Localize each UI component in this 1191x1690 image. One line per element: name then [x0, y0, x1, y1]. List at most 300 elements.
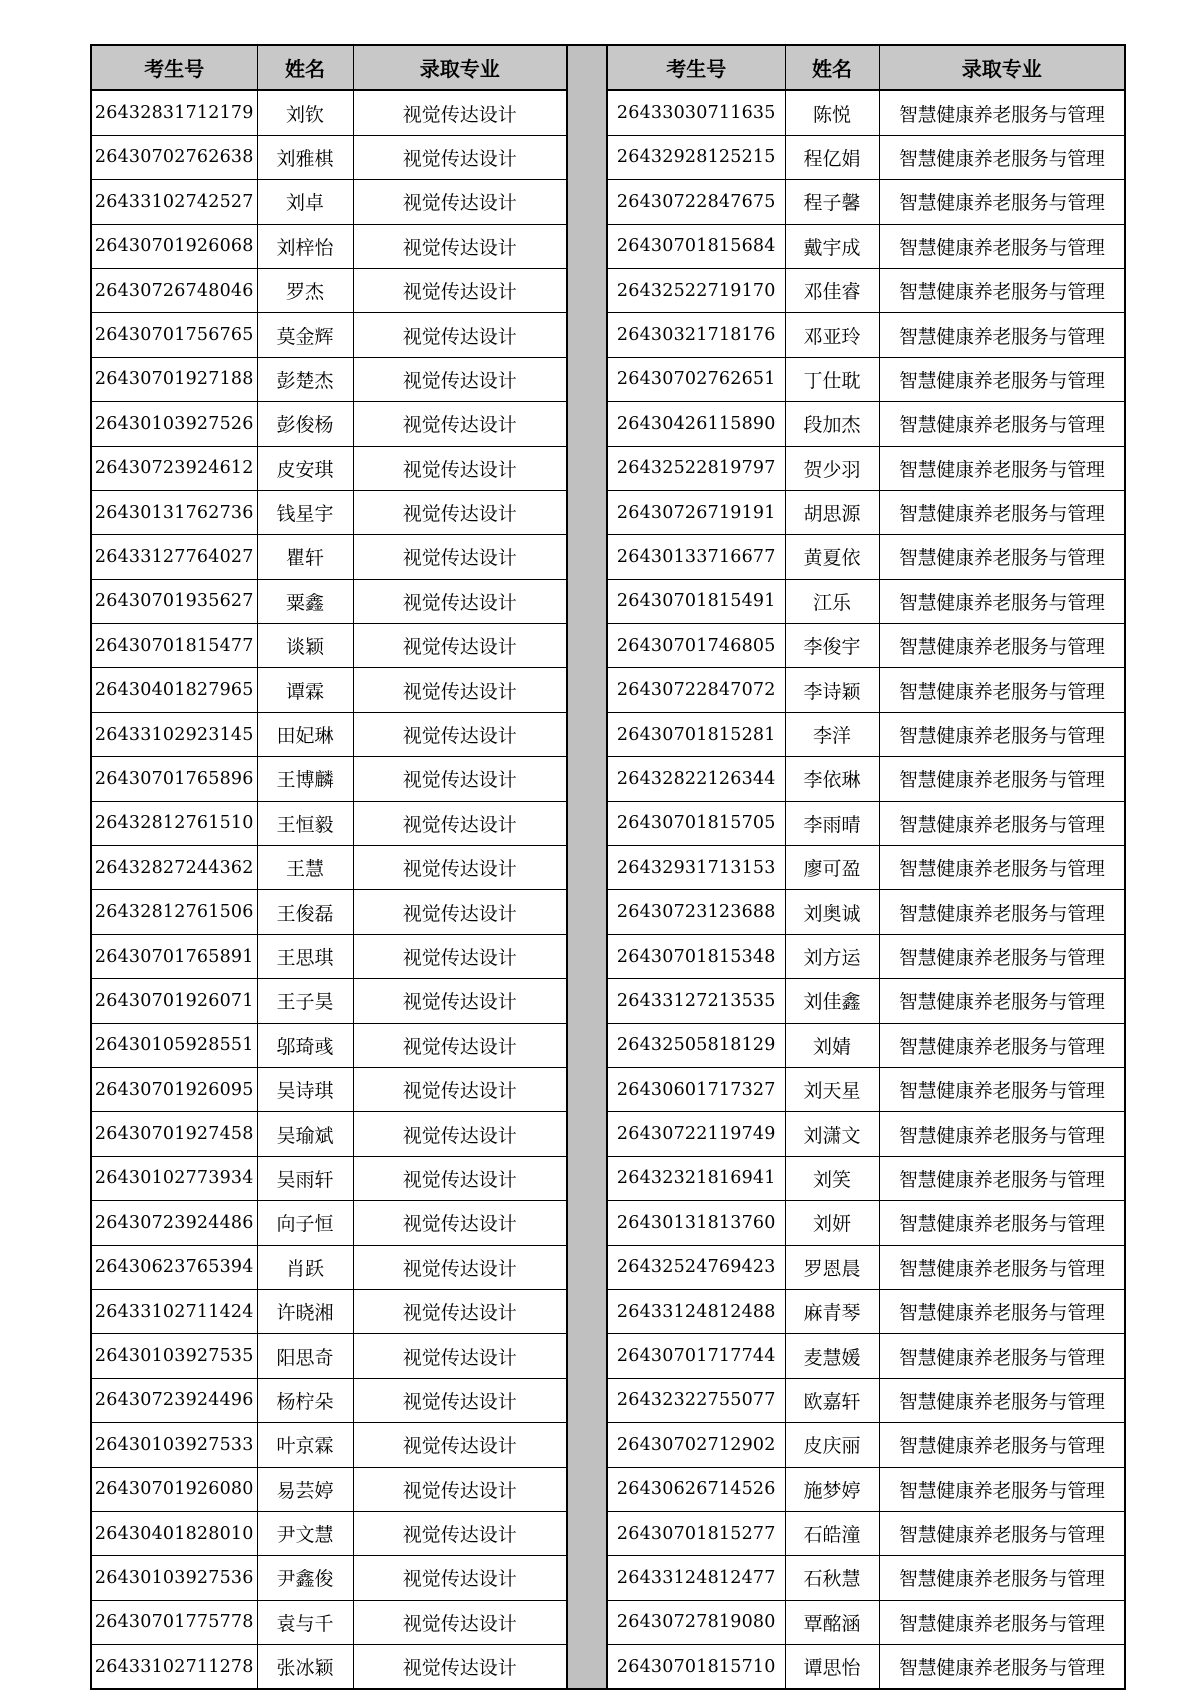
cell-exam-id: 26432505818129: [607, 1023, 785, 1067]
cell-major: 智慧健康养老服务与管理: [879, 1067, 1125, 1111]
cell-major: 视觉传达设计: [353, 1201, 567, 1245]
cell-exam-id: 26433102742527: [91, 180, 257, 224]
table-row: [91, 757, 567, 801]
table-row: [607, 1201, 1125, 1245]
table-row: [91, 1467, 567, 1511]
cell-major: 智慧健康养老服务与管理: [879, 268, 1125, 312]
cell-exam-id: 26430727819080: [607, 1600, 785, 1644]
cell-name: 刘笑: [785, 1156, 879, 1200]
cell-exam-id: 26430701815281: [607, 712, 785, 756]
cell-major: 智慧健康养老服务与管理: [879, 668, 1125, 712]
table-row: [607, 1600, 1125, 1644]
cell-major: 视觉传达设计: [353, 357, 567, 401]
cell-major: 智慧健康养老服务与管理: [879, 90, 1125, 135]
cell-name: 罗恩晨: [785, 1245, 879, 1289]
cell-major: 视觉传达设计: [353, 1156, 567, 1200]
cell-major: 智慧健康养老服务与管理: [879, 890, 1125, 934]
cell-name: 胡思源: [785, 490, 879, 534]
cell-major: 智慧健康养老服务与管理: [879, 757, 1125, 801]
table-row: [91, 890, 567, 934]
cell-exam-id: 26430701756765: [91, 313, 257, 357]
cell-exam-id: 26430105928551: [91, 1023, 257, 1067]
cell-name: 阳思奇: [257, 1334, 353, 1378]
table-row: [91, 313, 567, 357]
cell-name: 刘方运: [785, 934, 879, 978]
cell-exam-id: 26432928125215: [607, 135, 785, 179]
header-major: 录取专业: [353, 45, 567, 90]
cell-exam-id: 26430701765891: [91, 934, 257, 978]
header-name: 姓名: [257, 45, 353, 90]
cell-major: 智慧健康养老服务与管理: [879, 1201, 1125, 1245]
table-row: [607, 1245, 1125, 1289]
table-row: [91, 535, 567, 579]
cell-major: 视觉传达设计: [353, 1511, 567, 1555]
cell-major: 视觉传达设计: [353, 268, 567, 312]
cell-major: 视觉传达设计: [353, 1245, 567, 1289]
cell-major: 智慧健康养老服务与管理: [879, 801, 1125, 845]
table-row: [91, 1201, 567, 1245]
cell-name: 刘钦: [257, 90, 353, 135]
cell-exam-id: 26430723123688: [607, 890, 785, 934]
cell-name: 程子馨: [785, 180, 879, 224]
cell-exam-id: 26430701815491: [607, 579, 785, 623]
cell-exam-id: 26430722847675: [607, 180, 785, 224]
table-row: [91, 1378, 567, 1422]
cell-name: 石秋慧: [785, 1556, 879, 1600]
cell-name: 戴宇成: [785, 224, 879, 268]
cell-major: 视觉传达设计: [353, 624, 567, 668]
cell-major: 智慧健康养老服务与管理: [879, 357, 1125, 401]
cell-name: 廖可盈: [785, 846, 879, 890]
cell-major: 智慧健康养老服务与管理: [879, 1378, 1125, 1422]
cell-name: 欧嘉轩: [785, 1378, 879, 1422]
table-row: [607, 1378, 1125, 1422]
cell-exam-id: 26430701765896: [91, 757, 257, 801]
cell-major: 视觉传达设计: [353, 313, 567, 357]
table-row: [91, 1556, 567, 1600]
cell-major: 视觉传达设计: [353, 135, 567, 179]
table-row: [607, 135, 1125, 179]
table-row: [607, 1112, 1125, 1156]
table-row: [91, 1023, 567, 1067]
cell-exam-id: 26430103927526: [91, 402, 257, 446]
cell-name: 邓佳睿: [785, 268, 879, 312]
cell-name: 王子昊: [257, 979, 353, 1023]
cell-exam-id: 26430722847072: [607, 668, 785, 712]
cell-major: 视觉传达设计: [353, 402, 567, 446]
table-row: [607, 1023, 1125, 1067]
cell-exam-id: 26430701815277: [607, 1511, 785, 1555]
cell-name: 杨柠朵: [257, 1378, 353, 1422]
cell-name: 刘奥诚: [785, 890, 879, 934]
cell-exam-id: 26430102773934: [91, 1156, 257, 1200]
cell-major: 智慧健康养老服务与管理: [879, 1112, 1125, 1156]
cell-name: 邬琦彧: [257, 1023, 353, 1067]
cell-exam-id: 26433127764027: [91, 535, 257, 579]
cell-name: 陈悦: [785, 90, 879, 135]
cell-name: 王思琪: [257, 934, 353, 978]
cell-name: 吴雨轩: [257, 1156, 353, 1200]
cell-name: 向子恒: [257, 1201, 353, 1245]
table-row: [607, 1067, 1125, 1111]
header-id: 考生号: [91, 45, 257, 90]
cell-exam-id: 26430103927535: [91, 1334, 257, 1378]
cell-name: 粟鑫: [257, 579, 353, 623]
table-row: [91, 624, 567, 668]
cell-exam-id: 26432822126344: [607, 757, 785, 801]
cell-major: 智慧健康养老服务与管理: [879, 1245, 1125, 1289]
cell-name: 石皓潼: [785, 1511, 879, 1555]
table-row: [607, 402, 1125, 446]
table-row: [607, 934, 1125, 978]
cell-name: 王博麟: [257, 757, 353, 801]
cell-major: 视觉传达设计: [353, 1423, 567, 1467]
cell-major: 视觉传达设计: [353, 1112, 567, 1156]
cell-major: 智慧健康养老服务与管理: [879, 846, 1125, 890]
cell-name: 丁仕耽: [785, 357, 879, 401]
cell-exam-id: 26432322755077: [607, 1378, 785, 1422]
cell-name: 皮庆丽: [785, 1423, 879, 1467]
cell-major: 智慧健康养老服务与管理: [879, 624, 1125, 668]
cell-major: 视觉传达设计: [353, 535, 567, 579]
header-id: 考生号: [607, 45, 785, 90]
cell-name: 李诗颖: [785, 668, 879, 712]
cell-exam-id: 26430623765394: [91, 1245, 257, 1289]
table-row: [91, 357, 567, 401]
cell-major: 智慧健康养老服务与管理: [879, 1334, 1125, 1378]
right-table-body: [607, 90, 1125, 1689]
table-row: [607, 180, 1125, 224]
cell-exam-id: 26430701926068: [91, 224, 257, 268]
cell-name: 贺少羽: [785, 446, 879, 490]
table-row: [607, 90, 1125, 135]
cell-major: 智慧健康养老服务与管理: [879, 135, 1125, 179]
cell-name: 瞿轩: [257, 535, 353, 579]
cell-name: 叶京霖: [257, 1423, 353, 1467]
cell-major: 视觉传达设计: [353, 1556, 567, 1600]
cell-exam-id: 26430701815684: [607, 224, 785, 268]
left-table: [90, 44, 568, 1690]
table-row: [607, 446, 1125, 490]
column-separator: [568, 44, 606, 1690]
cell-name: 程亿娟: [785, 135, 879, 179]
cell-name: 麻青琴: [785, 1289, 879, 1333]
cell-exam-id: 26430701815705: [607, 801, 785, 845]
cell-exam-id: 26430701926071: [91, 979, 257, 1023]
cell-exam-id: 26432827244362: [91, 846, 257, 890]
cell-name: 李依琳: [785, 757, 879, 801]
cell-major: 智慧健康养老服务与管理: [879, 1423, 1125, 1467]
cell-name: 李俊宇: [785, 624, 879, 668]
cell-exam-id: 26430133716677: [607, 535, 785, 579]
table-row: [91, 446, 567, 490]
table-row: [91, 712, 567, 756]
cell-major: 智慧健康养老服务与管理: [879, 1023, 1125, 1067]
table-row: [91, 1600, 567, 1644]
table-row: [91, 490, 567, 534]
cell-exam-id: 26430701815348: [607, 934, 785, 978]
cell-name: 刘婧: [785, 1023, 879, 1067]
cell-name: 黄夏依: [785, 535, 879, 579]
cell-name: 谈颖: [257, 624, 353, 668]
table-row: [607, 1334, 1125, 1378]
table-row: [607, 535, 1125, 579]
cell-major: 智慧健康养老服务与管理: [879, 1645, 1125, 1690]
table-row: [607, 801, 1125, 845]
cell-exam-id: 26430701717744: [607, 1334, 785, 1378]
cell-exam-id: 26430103927533: [91, 1423, 257, 1467]
table-row: [607, 579, 1125, 623]
cell-exam-id: 26433102923145: [91, 712, 257, 756]
cell-exam-id: 26430723924486: [91, 1201, 257, 1245]
cell-name: 王俊磊: [257, 890, 353, 934]
cell-exam-id: 26430702762638: [91, 135, 257, 179]
table-row: [91, 135, 567, 179]
table-row: [607, 846, 1125, 890]
cell-major: 视觉传达设计: [353, 934, 567, 978]
cell-name: 江乐: [785, 579, 879, 623]
cell-major: 智慧健康养老服务与管理: [879, 1156, 1125, 1200]
cell-name: 彭楚杰: [257, 357, 353, 401]
cell-major: 视觉传达设计: [353, 757, 567, 801]
table-row: [607, 668, 1125, 712]
table-row: [91, 1334, 567, 1378]
table-row: [607, 757, 1125, 801]
table-row: [607, 1645, 1125, 1690]
cell-major: 视觉传达设计: [353, 446, 567, 490]
table-row: [91, 801, 567, 845]
cell-name: 王恒毅: [257, 801, 353, 845]
table-row: [607, 1156, 1125, 1200]
table-row: [607, 1289, 1125, 1333]
cell-exam-id: 26430401827965: [91, 668, 257, 712]
table-row: [607, 1423, 1125, 1467]
cell-exam-id: 26430401828010: [91, 1511, 257, 1555]
cell-name: 刘卓: [257, 180, 353, 224]
admission-list-sheet: [90, 44, 1126, 1690]
cell-exam-id: 26430426115890: [607, 402, 785, 446]
cell-exam-id: 26432812761510: [91, 801, 257, 845]
table-row: [91, 668, 567, 712]
cell-major: 视觉传达设计: [353, 490, 567, 534]
cell-exam-id: 26430722119749: [607, 1112, 785, 1156]
cell-major: 视觉传达设计: [353, 90, 567, 135]
cell-name: 覃酩涵: [785, 1600, 879, 1644]
cell-major: 视觉传达设计: [353, 890, 567, 934]
table-row: [607, 624, 1125, 668]
table-row: [91, 1289, 567, 1333]
cell-exam-id: 26430723924496: [91, 1378, 257, 1422]
cell-name: 王慧: [257, 846, 353, 890]
cell-exam-id: 26433127213535: [607, 979, 785, 1023]
cell-exam-id: 26430726748046: [91, 268, 257, 312]
cell-major: 视觉传达设计: [353, 1289, 567, 1333]
cell-major: 智慧健康养老服务与管理: [879, 446, 1125, 490]
cell-name: 田妃琳: [257, 712, 353, 756]
cell-major: 视觉传达设计: [353, 1645, 567, 1690]
table-row: [91, 1067, 567, 1111]
cell-name: 刘佳鑫: [785, 979, 879, 1023]
cell-major: 视觉传达设计: [353, 712, 567, 756]
cell-major: 视觉传达设计: [353, 1600, 567, 1644]
cell-exam-id: 26432812761506: [91, 890, 257, 934]
cell-name: 李雨晴: [785, 801, 879, 845]
header-row: [607, 45, 1125, 90]
table-row: [607, 224, 1125, 268]
cell-major: 视觉传达设计: [353, 1378, 567, 1422]
cell-exam-id: 26433124812488: [607, 1289, 785, 1333]
cell-exam-id: 26430701935627: [91, 579, 257, 623]
table-row: [91, 268, 567, 312]
cell-exam-id: 26430701927458: [91, 1112, 257, 1156]
cell-name: 许晓湘: [257, 1289, 353, 1333]
table-row: [91, 934, 567, 978]
cell-major: 视觉传达设计: [353, 579, 567, 623]
cell-name: 施梦婷: [785, 1467, 879, 1511]
cell-major: 视觉传达设计: [353, 1023, 567, 1067]
cell-major: 智慧健康养老服务与管理: [879, 224, 1125, 268]
cell-name: 刘潇文: [785, 1112, 879, 1156]
cell-exam-id: 26430701927188: [91, 357, 257, 401]
cell-major: 视觉传达设计: [353, 224, 567, 268]
cell-exam-id: 26430701926095: [91, 1067, 257, 1111]
cell-name: 刘梓怡: [257, 224, 353, 268]
table-row: [91, 402, 567, 446]
table-row: [91, 1645, 567, 1690]
table-row: [91, 1245, 567, 1289]
cell-major: 智慧健康养老服务与管理: [879, 402, 1125, 446]
cell-exam-id: 26430701746805: [607, 624, 785, 668]
cell-name: 吴瑜斌: [257, 1112, 353, 1156]
right-table: [606, 44, 1126, 1690]
cell-major: 智慧健康养老服务与管理: [879, 1600, 1125, 1644]
cell-major: 智慧健康养老服务与管理: [879, 313, 1125, 357]
cell-name: 刘妍: [785, 1201, 879, 1245]
cell-exam-id: 26430321718176: [607, 313, 785, 357]
table-row: [91, 1423, 567, 1467]
header-name: 姓名: [785, 45, 879, 90]
table-row: [607, 268, 1125, 312]
cell-name: 易芸婷: [257, 1467, 353, 1511]
cell-exam-id: 26433124812477: [607, 1556, 785, 1600]
cell-major: 智慧健康养老服务与管理: [879, 1467, 1125, 1511]
cell-exam-id: 26430702762651: [607, 357, 785, 401]
table-row: [91, 579, 567, 623]
cell-name: 袁与千: [257, 1600, 353, 1644]
cell-major: 智慧健康养老服务与管理: [879, 934, 1125, 978]
cell-major: 智慧健康养老服务与管理: [879, 1556, 1125, 1600]
cell-exam-id: 26430131813760: [607, 1201, 785, 1245]
cell-name: 吴诗琪: [257, 1067, 353, 1111]
header-row: [91, 45, 567, 90]
table-row: [91, 90, 567, 135]
cell-exam-id: 26432831712179: [91, 90, 257, 135]
cell-major: 视觉传达设计: [353, 668, 567, 712]
table-row: [91, 180, 567, 224]
cell-name: 尹鑫俊: [257, 1556, 353, 1600]
table-row: [607, 313, 1125, 357]
cell-exam-id: 26430103927536: [91, 1556, 257, 1600]
cell-exam-id: 26432524769423: [607, 1245, 785, 1289]
cell-name: 罗杰: [257, 268, 353, 312]
cell-major: 视觉传达设计: [353, 1334, 567, 1378]
table-row: [91, 1112, 567, 1156]
cell-major: 智慧健康养老服务与管理: [879, 535, 1125, 579]
cell-name: 李洋: [785, 712, 879, 756]
table-row: [607, 1467, 1125, 1511]
table-row: [91, 979, 567, 1023]
cell-name: 张冰颖: [257, 1645, 353, 1690]
cell-major: 智慧健康养老服务与管理: [879, 712, 1125, 756]
cell-exam-id: 26432522819797: [607, 446, 785, 490]
cell-major: 视觉传达设计: [353, 846, 567, 890]
cell-exam-id: 26430702712902: [607, 1423, 785, 1467]
cell-major: 智慧健康养老服务与管理: [879, 1511, 1125, 1555]
cell-exam-id: 26430131762736: [91, 490, 257, 534]
cell-name: 邓亚玲: [785, 313, 879, 357]
cell-name: 麦慧媛: [785, 1334, 879, 1378]
cell-major: 视觉传达设计: [353, 1067, 567, 1111]
cell-name: 钱星宇: [257, 490, 353, 534]
cell-exam-id: 26432321816941: [607, 1156, 785, 1200]
cell-name: 皮安琪: [257, 446, 353, 490]
cell-exam-id: 26430701815477: [91, 624, 257, 668]
cell-exam-id: 26430701815710: [607, 1645, 785, 1690]
cell-major: 智慧健康养老服务与管理: [879, 490, 1125, 534]
cell-exam-id: 26430723924612: [91, 446, 257, 490]
cell-name: 谭思怡: [785, 1645, 879, 1690]
table-row: [91, 846, 567, 890]
cell-exam-id: 26433102711424: [91, 1289, 257, 1333]
cell-major: 智慧健康养老服务与管理: [879, 979, 1125, 1023]
table-row: [91, 1156, 567, 1200]
cell-name: 段加杰: [785, 402, 879, 446]
table-row: [91, 224, 567, 268]
table-row: [607, 712, 1125, 756]
cell-exam-id: 26430701775778: [91, 1600, 257, 1644]
cell-name: 尹文慧: [257, 1511, 353, 1555]
left-table-body: [91, 90, 567, 1689]
cell-exam-id: 26430601717327: [607, 1067, 785, 1111]
cell-name: 肖跃: [257, 1245, 353, 1289]
table-row: [607, 1511, 1125, 1555]
table-row: [607, 490, 1125, 534]
cell-exam-id: 26432931713153: [607, 846, 785, 890]
table-row: [607, 890, 1125, 934]
header-major: 录取专业: [879, 45, 1125, 90]
table-row: [607, 1556, 1125, 1600]
cell-major: 视觉传达设计: [353, 979, 567, 1023]
cell-major: 视觉传达设计: [353, 180, 567, 224]
cell-name: 刘雅棋: [257, 135, 353, 179]
table-row: [607, 979, 1125, 1023]
cell-exam-id: 26432522719170: [607, 268, 785, 312]
table-row: [607, 357, 1125, 401]
cell-exam-id: 26433102711278: [91, 1645, 257, 1690]
cell-exam-id: 26433030711635: [607, 90, 785, 135]
table-row: [91, 1511, 567, 1555]
cell-major: 智慧健康养老服务与管理: [879, 180, 1125, 224]
cell-name: 莫金辉: [257, 313, 353, 357]
cell-exam-id: 26430626714526: [607, 1467, 785, 1511]
cell-exam-id: 26430701926080: [91, 1467, 257, 1511]
cell-major: 智慧健康养老服务与管理: [879, 579, 1125, 623]
cell-major: 智慧健康养老服务与管理: [879, 1289, 1125, 1333]
cell-major: 视觉传达设计: [353, 1467, 567, 1511]
cell-exam-id: 26430726719191: [607, 490, 785, 534]
cell-name: 谭霖: [257, 668, 353, 712]
cell-major: 视觉传达设计: [353, 801, 567, 845]
